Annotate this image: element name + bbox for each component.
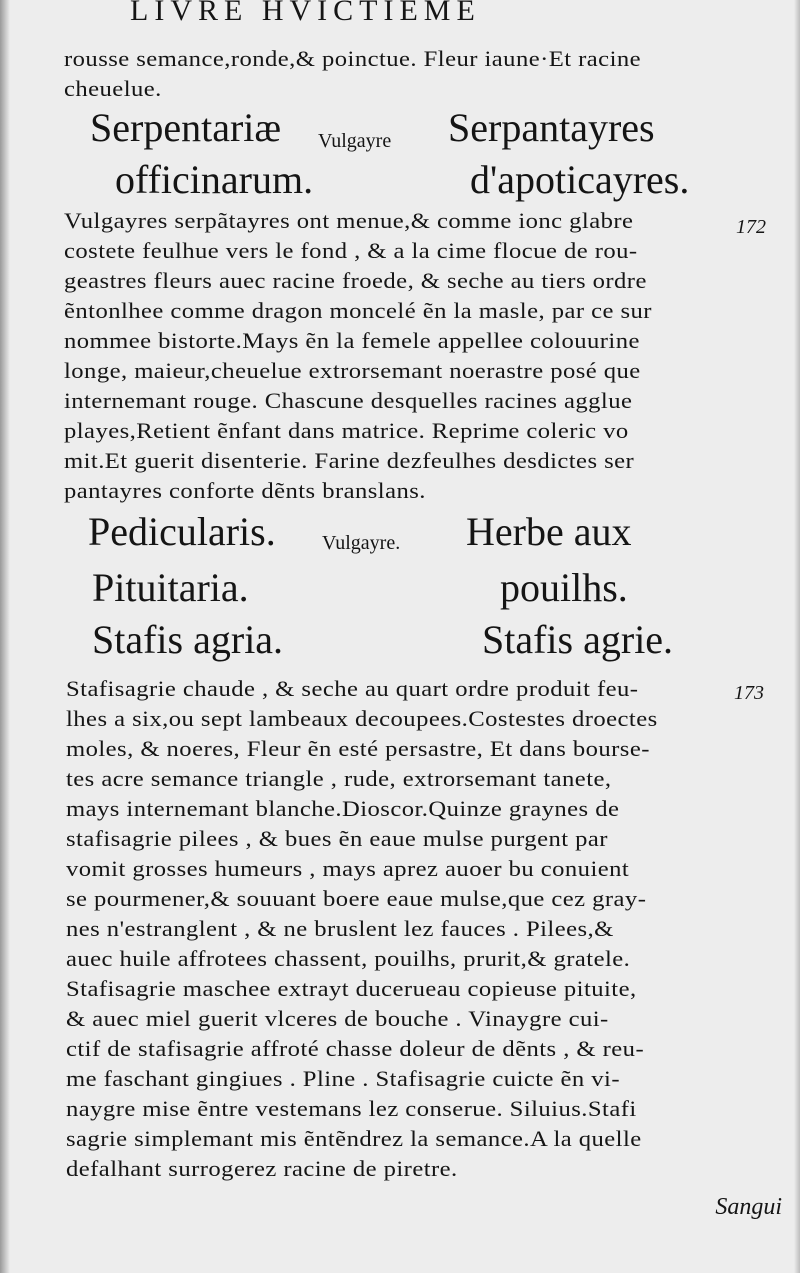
- section2-vulgar-label: Vulgayre.: [322, 532, 401, 554]
- body-line: pantayres conforte dẽnts branslans.: [64, 478, 426, 503]
- body-line: Stafisagrie chaude , & seche au quart ordre produit feu-: [66, 676, 639, 701]
- body-line: naygre mise ẽntre vestemans lez conserue. Siluius.Stafi: [66, 1096, 637, 1121]
- body-line: geastres fleurs auec racine froede, & seche au tiers ordre: [64, 268, 647, 293]
- body-line: Stafisagrie maschee extrayt ducerueau copieuse pituite,: [66, 976, 637, 1001]
- body-line: internemant rouge. Chascune desquelles racines agglue: [64, 388, 633, 413]
- body-line: ẽntonlhee comme dragon moncelé ẽn la masle, par ce sur: [64, 298, 652, 323]
- body-line: Vulgayres serpãtayres ont menue,& comme ionc glabre: [64, 208, 634, 233]
- intro-line: rousse semance,ronde,& poinctue. Fleur iaune·Et racine: [64, 46, 642, 71]
- section2-latin-title: Pedicularis.: [88, 509, 276, 554]
- body-line: mays internemant blanche.Dioscor.Quinze graynes de: [66, 796, 620, 821]
- section1-french-title: Serpantayres: [448, 105, 655, 150]
- body-line: nommee bistorte.Mays ẽn la femele appellee colouurine: [64, 328, 640, 353]
- section1-latin-title: Serpentariæ: [90, 105, 282, 150]
- body-line: costete feulhue vers le fond , & a la cime flocue de rou-: [64, 238, 638, 263]
- section2-latin-title-2: Pituitaria.: [92, 565, 249, 610]
- body-line: lhes a six,ou sept lambeaux decoupees.Costestes droectes: [66, 706, 658, 731]
- section1-vulgar-label: Vulgayre: [318, 130, 392, 152]
- margin-number-172: 172: [736, 216, 766, 238]
- body-line: defalhant surrogerez racine de piretre.: [66, 1156, 458, 1181]
- body-line: nes n'estranglent , & ne bruslent lez fauces . Pilees,&: [66, 916, 614, 941]
- body-line: mit.Et guerit disenterie. Farine dezfeulhes desdictes ser: [64, 448, 635, 473]
- section2-latin-title-3: Stafis agria.: [92, 617, 284, 662]
- body-line: playes,Retient ẽnfant dans matrice. Reprime coleric vo: [64, 418, 629, 443]
- body-line: longe, maieur,cheuelue extrorsemant noerastre posé que: [64, 358, 641, 383]
- section2-french-title: Herbe aux: [466, 509, 632, 554]
- body-line: tes acre semance triangle , rude, extrorsemant tanete,: [66, 766, 612, 791]
- section2-french-title-2: pouilhs.: [500, 565, 628, 610]
- body-line: me faschant gingiues . Pline . Stafisagrie cuicte ẽn vi-: [66, 1066, 621, 1091]
- catchword: Sangui: [715, 1194, 782, 1220]
- section1-latin-title-2: officinarum.: [115, 157, 314, 202]
- body-line: ctif de stafisagrie affroté chasse doleur de dẽnts , & reu-: [66, 1036, 645, 1061]
- body-line: se pourmener,& souuant boere eaue mulse,que cez gray-: [66, 886, 647, 911]
- body-line: & auec miel guerit vlceres de bouche . Vinaygre cui-: [66, 1006, 609, 1031]
- body-line: stafisagrie pilees , & bues ẽn eaue mulse purgent par: [66, 826, 608, 851]
- body-line: sagrie simplemant mis ẽntẽndrez la semance.A la quelle: [66, 1126, 642, 1151]
- running-head: LIVRE HVICTIEME: [130, 0, 481, 27]
- body-line: vomit grosses humeurs , mays aprez auoer bu conuient: [66, 856, 630, 881]
- intro-line: cheuelue.: [64, 76, 162, 101]
- margin-number-173: 173: [734, 682, 764, 704]
- section2-french-title-3: Stafis agrie.: [482, 617, 674, 662]
- section1-french-title-2: d'apoticayres.: [470, 157, 690, 202]
- body-line: moles, & noeres, Fleur ẽn esté persastre, Et dans bourse-: [66, 736, 650, 761]
- body-line: auec huile affrotees chassent, pouilhs, prurit,& gratele.: [66, 946, 631, 971]
